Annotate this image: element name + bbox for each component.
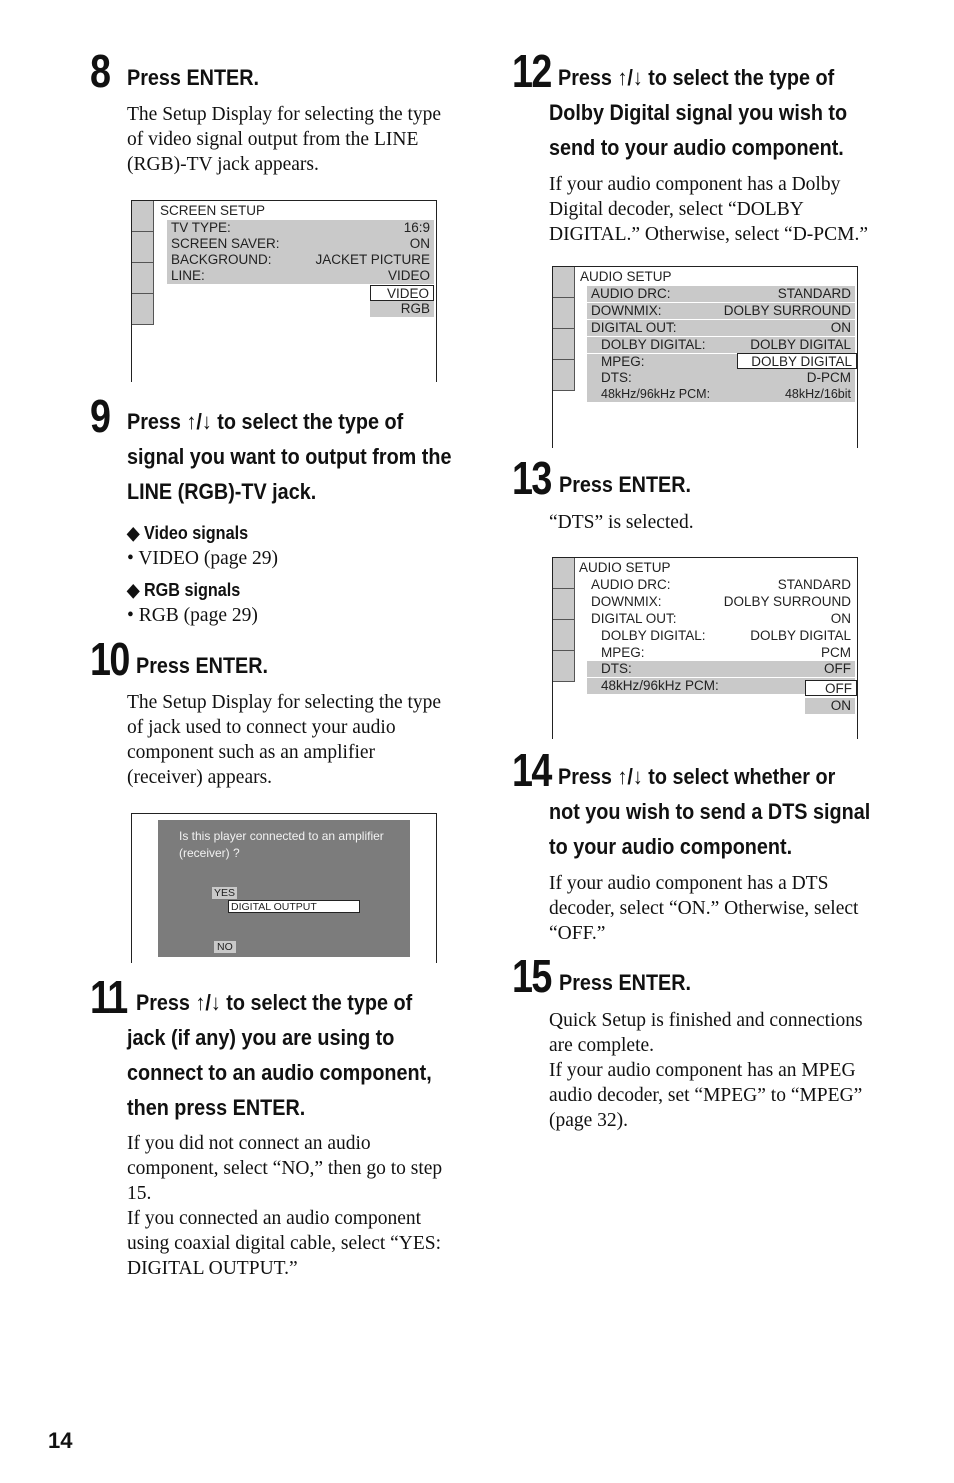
side-icons	[132, 201, 154, 325]
setup-row: DIGITAL OUT: ON	[587, 320, 855, 336]
body-line: (page 32).	[549, 1110, 629, 1131]
step-number: 12	[512, 45, 551, 97]
option-selected: DOLBY DIGITAL	[737, 353, 857, 369]
step-heading-line: Dolby Digital signal you wish to	[549, 100, 848, 125]
page-number: 14	[48, 1428, 73, 1453]
body-line: Digital decoder, select “DOLBY	[549, 199, 804, 220]
step-heading-line: Press ↑/↓ to select the type of	[558, 65, 835, 90]
setup-row: BACKGROUND: JACKET PICTURE	[167, 252, 434, 268]
body-line: “DTS” is selected.	[549, 512, 694, 533]
step-heading-line: Press ↑/↓ to select the type of	[136, 990, 413, 1015]
step-body	[549, 1008, 863, 1133]
step-heading-line: Press ENTER.	[559, 970, 692, 995]
step-body	[127, 1131, 442, 1281]
option-selected: VIDEO	[370, 285, 434, 301]
body-line: DIGITAL.” Otherwise, select “D-PCM.”	[549, 224, 869, 245]
body-line: The Setup Display for selecting the type	[127, 104, 442, 125]
body-line: If you did not connect an audio	[127, 1133, 371, 1154]
step-body	[549, 510, 694, 535]
amplifier-dialog-screen	[131, 813, 437, 963]
step-body	[549, 871, 858, 946]
body-line: using coaxial digital cable, select “YES:	[127, 1233, 442, 1254]
setup-row: TV TYPE: 16:9	[167, 220, 434, 236]
step-heading-line: to your audio component.	[549, 834, 793, 859]
step-body	[127, 102, 441, 177]
body-line: of video signal output from the LINE	[127, 129, 419, 150]
setup-row: DIGITAL OUT: ON	[591, 611, 851, 626]
step-heading-line: LINE (RGB)-TV jack.	[127, 479, 317, 504]
body-line: If your audio component has a DTS	[549, 873, 829, 894]
setup-row: DOWNMIX: DOLBY SURROUND	[587, 303, 855, 319]
setup-row: DTS:	[587, 370, 855, 386]
step-heading	[127, 60, 259, 95]
setup-row: SCREEN SAVER: ON	[167, 236, 434, 252]
step-number: 15	[512, 950, 551, 1002]
step-number: 11	[90, 971, 127, 1023]
step-heading-line: Press ↑/↓ to select whether or	[558, 764, 836, 789]
step-heading	[559, 965, 691, 1000]
question-line: Is this player connected to an amplifier	[179, 829, 384, 843]
dialog-box	[158, 820, 410, 957]
option: ON	[805, 698, 855, 714]
step-body	[127, 690, 441, 790]
step-heading	[127, 404, 451, 509]
step-heading-line: Press ENTER.	[127, 65, 260, 90]
setup-row: DOLBY DIGITAL: DOLBY DIGITAL	[587, 337, 855, 353]
body-line: audio decoder, set “MPEG” to “MPEG”	[549, 1085, 863, 1106]
option: RGB	[370, 301, 434, 317]
video-item: • VIDEO (page 29)	[127, 548, 279, 569]
step-heading	[559, 467, 691, 502]
step-number: 13	[512, 452, 551, 504]
step-heading-line: Press ENTER.	[136, 653, 269, 678]
step-number: 10	[90, 633, 129, 685]
body-line: component, select “NO,” then go to step	[127, 1158, 443, 1179]
step-number: 14	[512, 744, 551, 796]
setup-row: MPEG: PCM	[601, 645, 851, 660]
rgb-signals-title: ◆ RGB signals	[127, 580, 241, 600]
digital-output-option: DIGITAL OUTPUT	[228, 900, 360, 913]
step-heading-line: Press ↑/↓ to select the type of	[127, 409, 404, 434]
step-heading-line: send to your audio component.	[549, 135, 844, 160]
audio-setup-display	[552, 557, 858, 739]
body-line: of jack used to connect your audio	[127, 717, 396, 738]
screen-setup-display	[131, 200, 437, 382]
step-number: 8	[90, 45, 110, 97]
dialog-question	[179, 828, 384, 862]
body-line: The Setup Display for selecting the type	[127, 692, 442, 713]
step-heading	[127, 985, 432, 1125]
body-line: (receiver) appears.	[127, 767, 273, 788]
body-line: (RGB)-TV jack appears.	[127, 154, 319, 175]
body-line: If you connected an audio component	[127, 1208, 422, 1229]
step-number: 9	[90, 390, 110, 442]
step-heading-line: Press ENTER.	[559, 472, 692, 497]
setup-row: DTS: OFF	[587, 661, 855, 677]
screen-title: AUDIO SETUP	[579, 560, 671, 575]
audio-setup-display	[552, 266, 858, 448]
setup-row: 48kHz/96kHz PCM: 48kHz/16bit	[587, 386, 855, 402]
step-heading-line: then press ENTER.	[127, 1095, 306, 1120]
option: D-PCM	[806, 370, 851, 385]
body-line: If your audio component has an MPEG	[549, 1060, 856, 1081]
body-line: component such as an amplifier	[127, 742, 376, 763]
body-line: DIGITAL OUTPUT.”	[127, 1258, 298, 1279]
setup-row: DOWNMIX: DOLBY SURROUND	[591, 594, 851, 609]
screen-title: AUDIO SETUP	[580, 269, 672, 284]
no-option: NO	[214, 941, 236, 953]
step-body	[549, 172, 868, 247]
option-selected: OFF	[805, 680, 857, 696]
setup-row: MPEG:	[587, 354, 855, 370]
question-line: (receiver) ?	[179, 846, 240, 860]
body-line: decoder, select “ON.” Otherwise, select	[549, 898, 859, 919]
step-heading	[549, 60, 847, 165]
setup-row: AUDIO DRC: STANDARD	[587, 286, 855, 302]
body-line: are complete.	[549, 1035, 655, 1056]
step-heading-line: jack (if any) you are using to	[127, 1025, 395, 1050]
step-heading-line: not you wish to send a DTS signal	[549, 799, 871, 824]
setup-row: 48kHz/96kHz PCM:	[587, 678, 855, 694]
body-line: “OFF.”	[549, 923, 606, 944]
body-line: 15.	[127, 1183, 152, 1204]
screen-title: SCREEN SETUP	[160, 203, 266, 218]
side-icons	[553, 558, 575, 682]
setup-row: LINE: VIDEO	[167, 268, 434, 284]
yes-option: YES	[214, 887, 236, 899]
rgb-item: • RGB (page 29)	[127, 605, 258, 626]
step-heading-line: connect to an audio component,	[127, 1060, 432, 1085]
side-icons	[553, 267, 575, 391]
step-heading-line: signal you want to output from the	[127, 444, 452, 469]
step-heading	[136, 648, 268, 683]
body-line: Quick Setup is finished and connections	[549, 1010, 863, 1031]
body-line: If your audio component has a Dolby	[549, 174, 841, 195]
setup-row: DOLBY DIGITAL: DOLBY DIGITAL	[601, 628, 851, 643]
setup-row: AUDIO DRC: STANDARD	[591, 577, 851, 592]
step-heading	[549, 759, 870, 864]
video-signals-title: ◆ Video signals	[127, 523, 249, 543]
